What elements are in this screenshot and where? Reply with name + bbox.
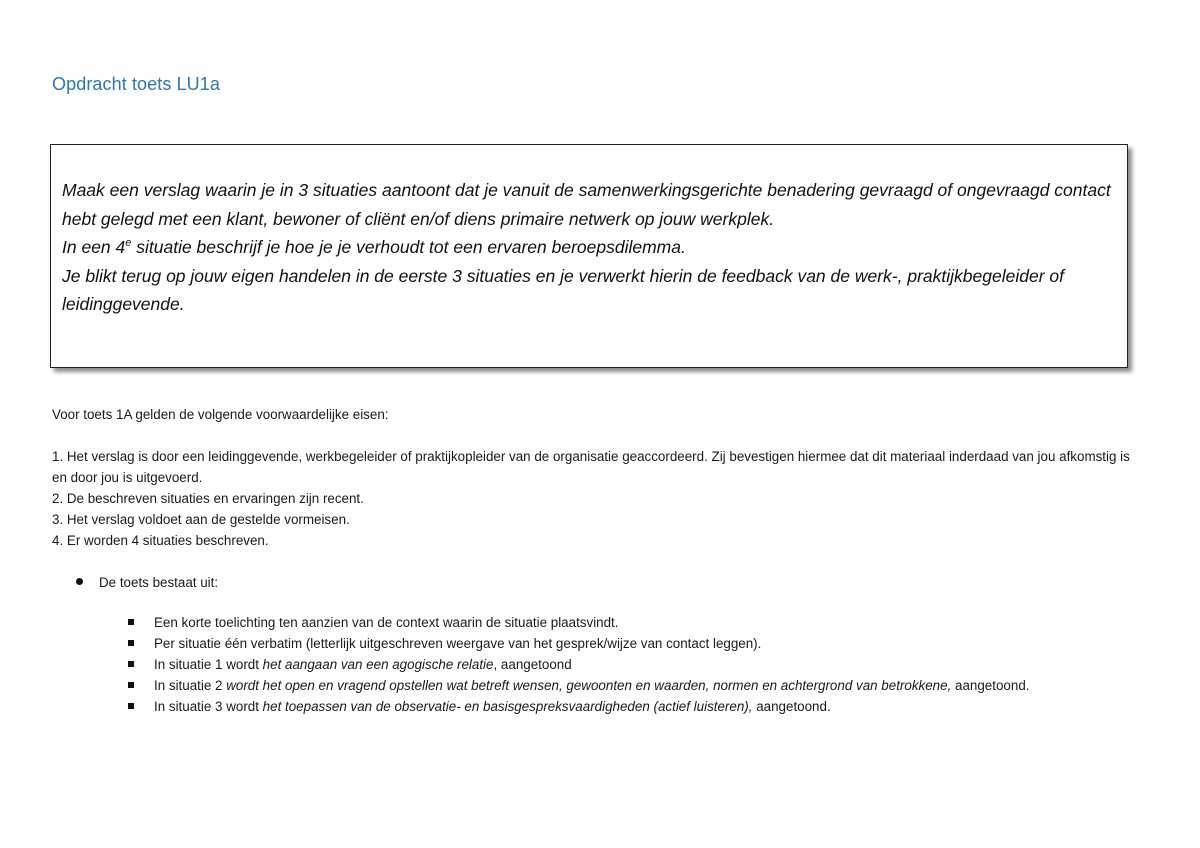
- list-item-emphasis: het toepassen van de observatie- en basisgespreksvaardigheden (actief luisteren),: [262, 699, 753, 714]
- list-item-emphasis: wordt het open en vragend opstellen wat betreft wensen, gewoonten en waarden, normen en achtergrond van betrokkene,: [226, 678, 952, 693]
- list-item-text: Per situatie één verbatim (letterlijk uitgeschreven weergave van het gesprek/wijze van contact leggen).: [154, 636, 762, 651]
- ordinal-superscript: e: [125, 237, 132, 250]
- requirement-1: 1. Het verslag is door een leidinggevende, werkbegeleider of praktijkopleider van de organisatie geaccordeerd. Zij bevestigen hiermee dat dit materiaal inderdaad van jou afkomstig is en door jou is uitgevoerd.: [52, 449, 1130, 485]
- list-item: [128, 633, 1128, 654]
- list-item-suffix: aangetoond.: [951, 678, 1030, 693]
- requirements-intro: Voor toets 1A gelden de volgende voorwaardelijke eisen:: [52, 407, 389, 422]
- square-bullet-icon: [128, 619, 134, 625]
- requirement-2: 2. De beschreven situaties en ervaringen zijn recent.: [52, 491, 364, 506]
- bullet-dot-icon: [76, 578, 83, 585]
- toets-components-list: [128, 612, 1128, 717]
- assignment-line-2: [62, 233, 1113, 262]
- list-item: [128, 612, 1128, 633]
- square-bullet-icon: [128, 661, 134, 667]
- requirements-section: [52, 404, 1132, 551]
- list-item-suffix: aangetoond.: [752, 699, 831, 714]
- assignment-text: [62, 176, 1113, 319]
- assignment-line-2-end: situatie beschrijf je hoe je je verhoudt tot een ervaren beroepsdilemma.: [131, 237, 686, 257]
- page-title: Opdracht toets LU1a: [52, 74, 220, 94]
- bullet-heading: [76, 572, 676, 593]
- square-bullet-icon: [128, 640, 134, 646]
- list-item: [128, 696, 1128, 717]
- bullet-heading-text: De toets bestaat uit:: [99, 575, 219, 590]
- list-item-text: In situatie 3 wordt: [154, 699, 263, 714]
- assignment-box: [50, 144, 1128, 368]
- requirement-4: 4. Er worden 4 situaties beschreven.: [52, 533, 269, 548]
- list-item-text: In situatie 1 wordt: [154, 657, 263, 672]
- list-item-text: In situatie 2: [154, 678, 227, 693]
- list-item-suffix: , aangetoond: [493, 657, 572, 672]
- assignment-line-1: Maak een verslag waarin je in 3 situaties aantoont dat je vanuit de samenwerkingsgerichte benadering gevraagd of ongevraagd contact hebt gelegd met een klant, bewoner of cliënt en/of diens primaire netwerk op jouw werkplek.: [62, 180, 1111, 229]
- assignment-line-3: Je blikt terug op jouw eigen handelen in de eerste 3 situaties en je verwerkt hierin de feedback van de werk-, praktijkbegeleider of leidinggevende.: [62, 265, 1064, 314]
- square-bullet-icon: [128, 703, 134, 709]
- list-item: [128, 654, 1128, 675]
- requirement-3: 3. Het verslag voldoet aan de gestelde vormeisen.: [52, 512, 350, 527]
- list-item: [128, 675, 1128, 696]
- assignment-line-2-start: In een 4: [62, 237, 126, 257]
- list-item-text: Een korte toelichting ten aanzien van de context waarin de situatie plaatsvindt.: [154, 615, 619, 630]
- square-bullet-icon: [128, 682, 134, 688]
- list-item-emphasis: het aangaan van een agogische relatie: [262, 657, 494, 672]
